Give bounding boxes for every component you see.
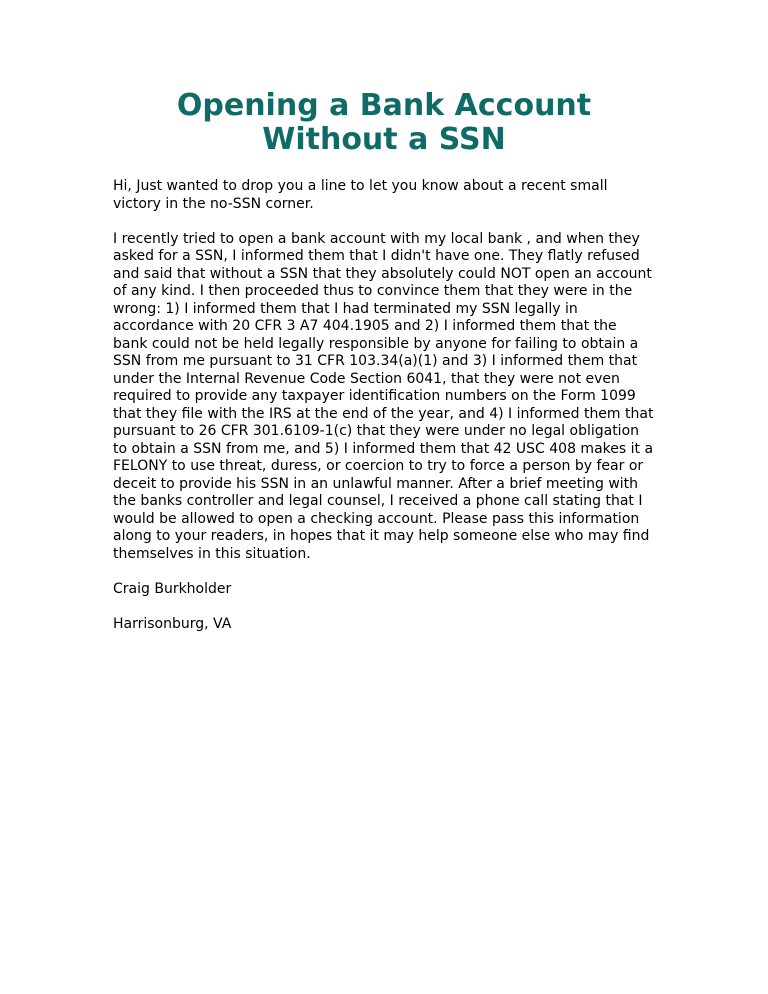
title-line-2: Without a SSN: [262, 122, 506, 157]
main-paragraph: I recently tried to open a bank account with my local bank , and when they asked for a SSN, I informed them that I didn't have one. They flatly refused and said that without a SSN that they absolutely could NOT open an account of any kind. I then proceeded thus to convince them that they were in the wrong: 1) I informed them that I had terminated my SSN legally in accordance with 20 CFR 3 A7 404.1905 and 2) I informed them that the bank could not be held legally responsible by anyone for failing to obtain a SSN from me pursuant to 31 CFR 103.34(a)(1) and 3) I informed them that under the Internal Revenue Code Section 6041, that they were not even required to provide any taxpayer identification numbers on the Form 1099 that they file with the IRS at the end of the year, and 4) I informed them that pursuant to 26 CFR 301.6109-1(c) that they were under no legal obligation to obtain a SSN from me, and 5) I informed them that 42 USC 408 makes it a FELONY to use threat, duress, or coercion to try to force a person by fear or deceit to provide his SSN in an unlawful manner. After a brief meeting with the banks controller and legal counsel, I received a phone call stating that I would be allowed to open a checking account. Please pass this information along to your readers, in hopes that it may help someone else who may find themselves in this situation.: [113, 230, 654, 562]
signature-name: Craig Burkholder: [113, 580, 232, 597]
page-title: [113, 89, 655, 157]
signature-location: Harrisonburg, VA: [113, 615, 232, 632]
title-line-1: Opening a Bank Account: [176, 88, 592, 123]
letter-body: [113, 178, 655, 651]
intro-paragraph: Hi, Just wanted to drop you a line to let you know about a recent small victory in the no-SSN corner.: [113, 178, 608, 212]
